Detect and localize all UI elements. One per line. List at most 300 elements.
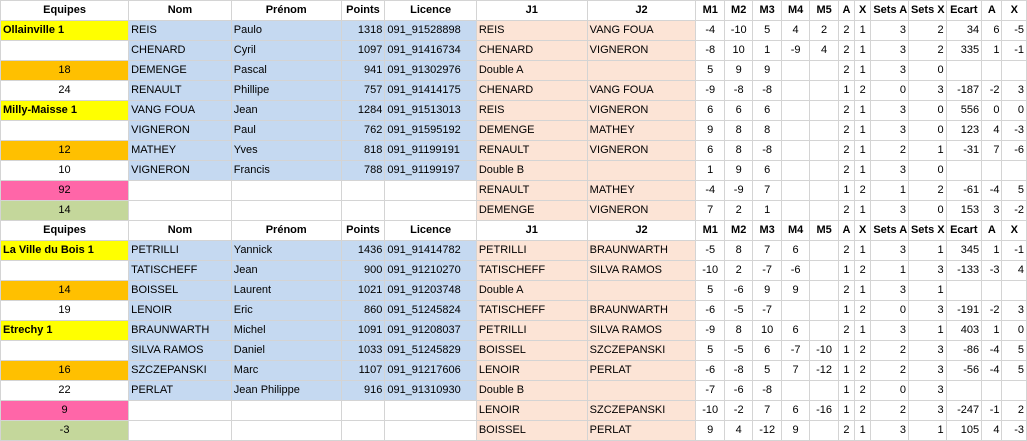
ecart-a-cell[interactable]: 3 bbox=[982, 201, 1002, 221]
match-player2-cell[interactable]: VIGNERON bbox=[587, 41, 696, 61]
column-header[interactable]: Sets A bbox=[871, 1, 909, 21]
match-x-cell[interactable]: 1 bbox=[855, 21, 871, 41]
set-score-cell[interactable]: -6 bbox=[724, 281, 752, 301]
column-header[interactable]: A bbox=[982, 1, 1002, 21]
set-score-cell[interactable]: 2 bbox=[810, 21, 838, 41]
player-points-cell[interactable] bbox=[341, 401, 385, 421]
player-firstname-cell[interactable]: Jean Philippe bbox=[231, 381, 341, 401]
match-a-cell[interactable]: 1 bbox=[838, 401, 854, 421]
match-player2-cell[interactable]: SZCZEPANSKI bbox=[587, 401, 696, 421]
column-header[interactable]: Equipes bbox=[1, 1, 129, 21]
sets-x-cell[interactable]: 3 bbox=[908, 261, 946, 281]
set-score-cell[interactable]: -8 bbox=[724, 81, 752, 101]
match-x-cell[interactable]: 2 bbox=[855, 301, 871, 321]
match-x-cell[interactable]: 1 bbox=[855, 421, 871, 441]
set-score-cell[interactable]: 6 bbox=[696, 141, 724, 161]
sets-x-cell[interactable]: 3 bbox=[908, 361, 946, 381]
sets-x-cell[interactable]: 0 bbox=[908, 61, 946, 81]
player-licence-cell[interactable]: 091_91199197 bbox=[385, 161, 477, 181]
set-score-cell[interactable]: 8 bbox=[753, 121, 781, 141]
match-a-cell[interactable]: 2 bbox=[838, 321, 854, 341]
team-cell[interactable]: 19 bbox=[1, 301, 129, 321]
match-x-cell[interactable]: 2 bbox=[855, 361, 871, 381]
set-score-cell[interactable] bbox=[781, 201, 809, 221]
ecart-x-cell[interactable]: -6 bbox=[1002, 141, 1027, 161]
set-score-cell[interactable]: -6 bbox=[724, 381, 752, 401]
set-score-cell[interactable] bbox=[781, 161, 809, 181]
set-score-cell[interactable]: -6 bbox=[781, 261, 809, 281]
set-score-cell[interactable] bbox=[781, 101, 809, 121]
set-score-cell[interactable]: 5 bbox=[696, 61, 724, 81]
match-player1-cell[interactable]: LENOIR bbox=[476, 401, 587, 421]
set-score-cell[interactable] bbox=[781, 181, 809, 201]
set-score-cell[interactable] bbox=[810, 241, 838, 261]
player-name-cell[interactable]: BRAUNWARTH bbox=[129, 321, 232, 341]
team-cell[interactable]: Ollainville 1 bbox=[1, 21, 129, 41]
match-a-cell[interactable]: 2 bbox=[838, 241, 854, 261]
player-licence-cell[interactable] bbox=[385, 401, 477, 421]
sets-a-cell[interactable]: 3 bbox=[871, 281, 909, 301]
set-score-cell[interactable]: -8 bbox=[696, 41, 724, 61]
player-licence-cell[interactable]: 091_91217606 bbox=[385, 361, 477, 381]
match-player2-cell[interactable]: PERLAT bbox=[587, 361, 696, 381]
player-firstname-cell[interactable]: Yves bbox=[231, 141, 341, 161]
ecart-cell[interactable]: 123 bbox=[946, 121, 982, 141]
ecart-cell[interactable]: -187 bbox=[946, 81, 982, 101]
sets-x-cell[interactable]: 0 bbox=[908, 201, 946, 221]
player-points-cell[interactable]: 1436 bbox=[341, 241, 385, 261]
team-cell[interactable]: 12 bbox=[1, 141, 129, 161]
ecart-a-cell[interactable]: -4 bbox=[982, 181, 1002, 201]
match-player2-cell[interactable] bbox=[587, 381, 696, 401]
match-x-cell[interactable]: 2 bbox=[855, 261, 871, 281]
player-name-cell[interactable]: SILVA RAMOS bbox=[129, 341, 232, 361]
ecart-cell[interactable]: 153 bbox=[946, 201, 982, 221]
ecart-x-cell[interactable]: -2 bbox=[1002, 201, 1027, 221]
player-points-cell[interactable]: 860 bbox=[341, 301, 385, 321]
team-cell[interactable] bbox=[1, 261, 129, 281]
sets-a-cell[interactable]: 3 bbox=[871, 321, 909, 341]
sets-a-cell[interactable]: 1 bbox=[871, 261, 909, 281]
set-score-cell[interactable]: 8 bbox=[724, 141, 752, 161]
match-player2-cell[interactable] bbox=[587, 161, 696, 181]
set-score-cell[interactable]: 2 bbox=[724, 261, 752, 281]
player-name-cell[interactable]: CHENARD bbox=[129, 41, 232, 61]
set-score-cell[interactable]: -12 bbox=[753, 421, 781, 441]
player-points-cell[interactable]: 757 bbox=[341, 81, 385, 101]
column-header[interactable]: M3 bbox=[753, 1, 781, 21]
ecart-cell[interactable] bbox=[946, 161, 982, 181]
match-player1-cell[interactable]: DEMENGE bbox=[476, 121, 587, 141]
ecart-x-cell[interactable] bbox=[1002, 381, 1027, 401]
sets-x-cell[interactable]: 1 bbox=[908, 421, 946, 441]
player-licence-cell[interactable]: 091_91414175 bbox=[385, 81, 477, 101]
player-points-cell[interactable]: 1284 bbox=[341, 101, 385, 121]
ecart-a-cell[interactable]: -1 bbox=[982, 401, 1002, 421]
match-player2-cell[interactable]: VIGNERON bbox=[587, 201, 696, 221]
ecart-x-cell[interactable]: -5 bbox=[1002, 21, 1027, 41]
set-score-cell[interactable] bbox=[810, 101, 838, 121]
player-name-cell[interactable]: BOISSEL bbox=[129, 281, 232, 301]
ecart-cell[interactable] bbox=[946, 381, 982, 401]
ecart-a-cell[interactable] bbox=[982, 161, 1002, 181]
player-points-cell[interactable]: 900 bbox=[341, 261, 385, 281]
set-score-cell[interactable]: -7 bbox=[753, 261, 781, 281]
player-points-cell[interactable]: 1107 bbox=[341, 361, 385, 381]
sets-x-cell[interactable]: 3 bbox=[908, 301, 946, 321]
match-x-cell[interactable]: 1 bbox=[855, 161, 871, 181]
set-score-cell[interactable]: 5 bbox=[753, 21, 781, 41]
set-score-cell[interactable]: 7 bbox=[753, 181, 781, 201]
ecart-x-cell[interactable]: 0 bbox=[1002, 101, 1027, 121]
set-score-cell[interactable] bbox=[810, 321, 838, 341]
set-score-cell[interactable]: -8 bbox=[753, 381, 781, 401]
column-header[interactable]: J2 bbox=[587, 1, 696, 21]
sets-x-cell[interactable]: 2 bbox=[908, 21, 946, 41]
player-name-cell[interactable]: MATHEY bbox=[129, 141, 232, 161]
sets-a-cell[interactable]: 2 bbox=[871, 141, 909, 161]
player-points-cell[interactable]: 818 bbox=[341, 141, 385, 161]
set-score-cell[interactable]: 10 bbox=[724, 41, 752, 61]
player-points-cell[interactable]: 1318 bbox=[341, 21, 385, 41]
player-licence-cell[interactable]: 091_91414782 bbox=[385, 241, 477, 261]
column-header[interactable]: M1 bbox=[696, 221, 724, 241]
match-x-cell[interactable]: 1 bbox=[855, 281, 871, 301]
ecart-x-cell[interactable]: 5 bbox=[1002, 341, 1027, 361]
ecart-cell[interactable]: 105 bbox=[946, 421, 982, 441]
player-licence-cell[interactable]: 091_91310930 bbox=[385, 381, 477, 401]
set-score-cell[interactable]: -8 bbox=[753, 141, 781, 161]
player-licence-cell[interactable] bbox=[385, 181, 477, 201]
match-player1-cell[interactable]: DEMENGE bbox=[476, 201, 587, 221]
player-name-cell[interactable]: VANG FOUA bbox=[129, 101, 232, 121]
match-x-cell[interactable]: 2 bbox=[855, 181, 871, 201]
column-header[interactable]: Prénom bbox=[231, 221, 341, 241]
match-x-cell[interactable]: 1 bbox=[855, 321, 871, 341]
match-a-cell[interactable]: 1 bbox=[838, 361, 854, 381]
player-firstname-cell[interactable]: Laurent bbox=[231, 281, 341, 301]
match-player2-cell[interactable]: VANG FOUA bbox=[587, 21, 696, 41]
ecart-a-cell[interactable]: -3 bbox=[982, 261, 1002, 281]
set-score-cell[interactable] bbox=[810, 61, 838, 81]
set-score-cell[interactable] bbox=[810, 141, 838, 161]
ecart-a-cell[interactable]: 4 bbox=[982, 421, 1002, 441]
match-x-cell[interactable]: 1 bbox=[855, 121, 871, 141]
player-licence-cell[interactable]: 091_91595192 bbox=[385, 121, 477, 141]
match-player2-cell[interactable]: BRAUNWARTH bbox=[587, 241, 696, 261]
sets-a-cell[interactable]: 3 bbox=[871, 61, 909, 81]
team-cell[interactable] bbox=[1, 41, 129, 61]
column-header[interactable]: A bbox=[982, 221, 1002, 241]
column-header[interactable]: A bbox=[838, 221, 854, 241]
match-player2-cell[interactable]: MATHEY bbox=[587, 181, 696, 201]
column-header[interactable]: Prénom bbox=[231, 1, 341, 21]
team-cell[interactable]: 92 bbox=[1, 181, 129, 201]
ecart-cell[interactable]: -61 bbox=[946, 181, 982, 201]
set-score-cell[interactable] bbox=[810, 281, 838, 301]
set-score-cell[interactable] bbox=[810, 81, 838, 101]
set-score-cell[interactable] bbox=[810, 121, 838, 141]
column-header[interactable]: M1 bbox=[696, 1, 724, 21]
sets-a-cell[interactable]: 2 bbox=[871, 361, 909, 381]
ecart-x-cell[interactable]: 4 bbox=[1002, 261, 1027, 281]
set-score-cell[interactable] bbox=[781, 301, 809, 321]
ecart-a-cell[interactable]: 7 bbox=[982, 141, 1002, 161]
sets-x-cell[interactable]: 0 bbox=[908, 161, 946, 181]
ecart-x-cell[interactable]: -1 bbox=[1002, 41, 1027, 61]
sets-a-cell[interactable]: 3 bbox=[871, 41, 909, 61]
player-licence-cell[interactable]: 091_91513013 bbox=[385, 101, 477, 121]
match-x-cell[interactable]: 1 bbox=[855, 101, 871, 121]
set-score-cell[interactable]: -10 bbox=[696, 261, 724, 281]
set-score-cell[interactable]: 9 bbox=[753, 281, 781, 301]
match-x-cell[interactable]: 1 bbox=[855, 61, 871, 81]
set-score-cell[interactable] bbox=[810, 181, 838, 201]
match-player1-cell[interactable]: BOISSEL bbox=[476, 341, 587, 361]
team-cell[interactable]: 14 bbox=[1, 201, 129, 221]
column-header[interactable]: Licence bbox=[385, 1, 477, 21]
match-player1-cell[interactable]: LENOIR bbox=[476, 361, 587, 381]
player-firstname-cell[interactable]: Cyril bbox=[231, 41, 341, 61]
ecart-cell[interactable]: -133 bbox=[946, 261, 982, 281]
player-points-cell[interactable] bbox=[341, 421, 385, 441]
match-player1-cell[interactable]: Double B bbox=[476, 381, 587, 401]
set-score-cell[interactable]: -6 bbox=[696, 301, 724, 321]
sets-a-cell[interactable]: 3 bbox=[871, 121, 909, 141]
column-header[interactable]: Ecart bbox=[946, 221, 982, 241]
set-score-cell[interactable]: 4 bbox=[781, 21, 809, 41]
player-licence-cell[interactable]: 091_91302976 bbox=[385, 61, 477, 81]
team-cell[interactable]: 10 bbox=[1, 161, 129, 181]
player-name-cell[interactable] bbox=[129, 401, 232, 421]
set-score-cell[interactable] bbox=[781, 81, 809, 101]
team-cell[interactable]: 18 bbox=[1, 61, 129, 81]
set-score-cell[interactable]: -10 bbox=[810, 341, 838, 361]
set-score-cell[interactable]: 4 bbox=[724, 421, 752, 441]
match-a-cell[interactable]: 1 bbox=[838, 301, 854, 321]
team-cell[interactable]: 16 bbox=[1, 361, 129, 381]
set-score-cell[interactable]: 6 bbox=[753, 161, 781, 181]
match-a-cell[interactable]: 2 bbox=[838, 141, 854, 161]
column-header[interactable]: Sets A bbox=[871, 221, 909, 241]
set-score-cell[interactable]: -8 bbox=[724, 361, 752, 381]
player-name-cell[interactable] bbox=[129, 201, 232, 221]
player-name-cell[interactable]: RENAULT bbox=[129, 81, 232, 101]
column-header[interactable]: M2 bbox=[724, 221, 752, 241]
set-score-cell[interactable] bbox=[810, 301, 838, 321]
player-name-cell[interactable] bbox=[129, 421, 232, 441]
match-x-cell[interactable]: 2 bbox=[855, 401, 871, 421]
player-points-cell[interactable]: 1091 bbox=[341, 321, 385, 341]
team-cell[interactable] bbox=[1, 121, 129, 141]
player-points-cell[interactable]: 1033 bbox=[341, 341, 385, 361]
ecart-cell[interactable]: 345 bbox=[946, 241, 982, 261]
set-score-cell[interactable]: 9 bbox=[724, 61, 752, 81]
set-score-cell[interactable] bbox=[781, 121, 809, 141]
match-player1-cell[interactable]: TATISCHEFF bbox=[476, 261, 587, 281]
set-score-cell[interactable]: 7 bbox=[781, 361, 809, 381]
player-firstname-cell[interactable]: Yannick bbox=[231, 241, 341, 261]
match-player2-cell[interactable]: VIGNERON bbox=[587, 141, 696, 161]
set-score-cell[interactable]: 6 bbox=[753, 341, 781, 361]
match-player1-cell[interactable]: REIS bbox=[476, 101, 587, 121]
match-a-cell[interactable]: 2 bbox=[838, 201, 854, 221]
sets-x-cell[interactable]: 1 bbox=[908, 281, 946, 301]
player-name-cell[interactable]: TATISCHEFF bbox=[129, 261, 232, 281]
set-score-cell[interactable]: 6 bbox=[781, 401, 809, 421]
match-player1-cell[interactable]: BOISSEL bbox=[476, 421, 587, 441]
sets-a-cell[interactable]: 0 bbox=[871, 301, 909, 321]
ecart-cell[interactable]: -56 bbox=[946, 361, 982, 381]
column-header[interactable]: Ecart bbox=[946, 1, 982, 21]
player-points-cell[interactable]: 788 bbox=[341, 161, 385, 181]
player-licence-cell[interactable]: 091_51245829 bbox=[385, 341, 477, 361]
player-firstname-cell[interactable] bbox=[231, 421, 341, 441]
set-score-cell[interactable]: -5 bbox=[696, 241, 724, 261]
player-licence-cell[interactable]: 091_91416734 bbox=[385, 41, 477, 61]
set-score-cell[interactable]: 8 bbox=[724, 241, 752, 261]
column-header[interactable]: M3 bbox=[753, 221, 781, 241]
sets-a-cell[interactable]: 1 bbox=[871, 181, 909, 201]
ecart-a-cell[interactable]: 1 bbox=[982, 241, 1002, 261]
set-score-cell[interactable]: 8 bbox=[724, 321, 752, 341]
ecart-a-cell[interactable]: -4 bbox=[982, 361, 1002, 381]
ecart-cell[interactable]: -31 bbox=[946, 141, 982, 161]
team-cell[interactable]: -3 bbox=[1, 421, 129, 441]
column-header[interactable]: Points bbox=[341, 221, 385, 241]
set-score-cell[interactable]: 9 bbox=[781, 421, 809, 441]
set-score-cell[interactable]: 9 bbox=[696, 421, 724, 441]
player-licence-cell[interactable] bbox=[385, 421, 477, 441]
set-score-cell[interactable] bbox=[810, 261, 838, 281]
ecart-x-cell[interactable]: -1 bbox=[1002, 241, 1027, 261]
player-licence-cell[interactable]: 091_91199191 bbox=[385, 141, 477, 161]
match-a-cell[interactable]: 2 bbox=[838, 121, 854, 141]
match-player2-cell[interactable]: PERLAT bbox=[587, 421, 696, 441]
sets-a-cell[interactable]: 0 bbox=[871, 381, 909, 401]
match-a-cell[interactable]: 2 bbox=[838, 281, 854, 301]
ecart-a-cell[interactable]: -4 bbox=[982, 341, 1002, 361]
match-player2-cell[interactable]: MATHEY bbox=[587, 121, 696, 141]
sets-x-cell[interactable]: 3 bbox=[908, 81, 946, 101]
team-cell[interactable]: Etrechy 1 bbox=[1, 321, 129, 341]
ecart-a-cell[interactable]: 0 bbox=[982, 101, 1002, 121]
ecart-x-cell[interactable] bbox=[1002, 61, 1027, 81]
player-name-cell[interactable]: SZCZEPANSKI bbox=[129, 361, 232, 381]
sets-a-cell[interactable]: 3 bbox=[871, 161, 909, 181]
player-points-cell[interactable]: 916 bbox=[341, 381, 385, 401]
set-score-cell[interactable]: -9 bbox=[724, 181, 752, 201]
set-score-cell[interactable]: 4 bbox=[810, 41, 838, 61]
match-player1-cell[interactable]: Double B bbox=[476, 161, 587, 181]
match-a-cell[interactable]: 2 bbox=[838, 41, 854, 61]
set-score-cell[interactable]: 9 bbox=[781, 281, 809, 301]
match-a-cell[interactable]: 2 bbox=[838, 161, 854, 181]
team-cell[interactable]: 9 bbox=[1, 401, 129, 421]
set-score-cell[interactable]: -2 bbox=[724, 401, 752, 421]
match-player1-cell[interactable]: Double A bbox=[476, 281, 587, 301]
set-score-cell[interactable]: -7 bbox=[753, 301, 781, 321]
column-header[interactable]: Nom bbox=[129, 221, 232, 241]
column-header[interactable]: Points bbox=[341, 1, 385, 21]
set-score-cell[interactable] bbox=[781, 61, 809, 81]
player-name-cell[interactable]: PETRILLI bbox=[129, 241, 232, 261]
set-score-cell[interactable]: -7 bbox=[781, 341, 809, 361]
player-name-cell[interactable]: VIGNERON bbox=[129, 161, 232, 181]
set-score-cell[interactable]: -12 bbox=[810, 361, 838, 381]
column-header[interactable]: M4 bbox=[781, 1, 809, 21]
match-x-cell[interactable]: 2 bbox=[855, 81, 871, 101]
ecart-x-cell[interactable]: 0 bbox=[1002, 321, 1027, 341]
match-a-cell[interactable]: 1 bbox=[838, 381, 854, 401]
match-a-cell[interactable]: 1 bbox=[838, 81, 854, 101]
column-header[interactable]: J1 bbox=[476, 221, 587, 241]
column-header[interactable]: X bbox=[855, 1, 871, 21]
set-score-cell[interactable]: -10 bbox=[724, 21, 752, 41]
sets-x-cell[interactable]: 0 bbox=[908, 121, 946, 141]
set-score-cell[interactable]: 10 bbox=[753, 321, 781, 341]
ecart-a-cell[interactable]: 6 bbox=[982, 21, 1002, 41]
set-score-cell[interactable] bbox=[781, 381, 809, 401]
set-score-cell[interactable]: -8 bbox=[753, 81, 781, 101]
player-firstname-cell[interactable]: Jean bbox=[231, 101, 341, 121]
ecart-cell[interactable]: 556 bbox=[946, 101, 982, 121]
set-score-cell[interactable] bbox=[781, 141, 809, 161]
set-score-cell[interactable]: -4 bbox=[696, 21, 724, 41]
team-cell[interactable]: 14 bbox=[1, 281, 129, 301]
team-cell[interactable]: 24 bbox=[1, 81, 129, 101]
match-player2-cell[interactable]: BRAUNWARTH bbox=[587, 301, 696, 321]
ecart-cell[interactable]: -86 bbox=[946, 341, 982, 361]
match-a-cell[interactable]: 1 bbox=[838, 261, 854, 281]
set-score-cell[interactable]: -10 bbox=[696, 401, 724, 421]
set-score-cell[interactable]: -9 bbox=[781, 41, 809, 61]
player-points-cell[interactable]: 941 bbox=[341, 61, 385, 81]
player-licence-cell[interactable]: 091_91528898 bbox=[385, 21, 477, 41]
player-name-cell[interactable]: VIGNERON bbox=[129, 121, 232, 141]
match-player1-cell[interactable]: REIS bbox=[476, 21, 587, 41]
set-score-cell[interactable] bbox=[810, 201, 838, 221]
player-points-cell[interactable] bbox=[341, 201, 385, 221]
set-score-cell[interactable]: 9 bbox=[753, 61, 781, 81]
column-header[interactable]: J1 bbox=[476, 1, 587, 21]
set-score-cell[interactable]: 1 bbox=[696, 161, 724, 181]
player-firstname-cell[interactable] bbox=[231, 401, 341, 421]
set-score-cell[interactable]: 8 bbox=[724, 121, 752, 141]
match-player2-cell[interactable] bbox=[587, 61, 696, 81]
sets-x-cell[interactable]: 2 bbox=[908, 181, 946, 201]
player-firstname-cell[interactable]: Francis bbox=[231, 161, 341, 181]
ecart-cell[interactable]: 34 bbox=[946, 21, 982, 41]
match-player2-cell[interactable]: VANG FOUA bbox=[587, 81, 696, 101]
set-score-cell[interactable]: -5 bbox=[724, 301, 752, 321]
set-score-cell[interactable]: 5 bbox=[696, 281, 724, 301]
match-x-cell[interactable]: 2 bbox=[855, 381, 871, 401]
set-score-cell[interactable]: 7 bbox=[696, 201, 724, 221]
player-name-cell[interactable]: PERLAT bbox=[129, 381, 232, 401]
set-score-cell[interactable]: 9 bbox=[696, 121, 724, 141]
ecart-a-cell[interactable]: 1 bbox=[982, 41, 1002, 61]
player-firstname-cell[interactable]: Paulo bbox=[231, 21, 341, 41]
sets-a-cell[interactable]: 2 bbox=[871, 341, 909, 361]
player-firstname-cell[interactable]: Marc bbox=[231, 361, 341, 381]
column-header[interactable]: M5 bbox=[810, 221, 838, 241]
column-header[interactable]: X bbox=[1002, 221, 1027, 241]
set-score-cell[interactable]: 5 bbox=[696, 341, 724, 361]
player-points-cell[interactable]: 1021 bbox=[341, 281, 385, 301]
sets-x-cell[interactable]: 3 bbox=[908, 341, 946, 361]
ecart-x-cell[interactable]: 5 bbox=[1002, 181, 1027, 201]
